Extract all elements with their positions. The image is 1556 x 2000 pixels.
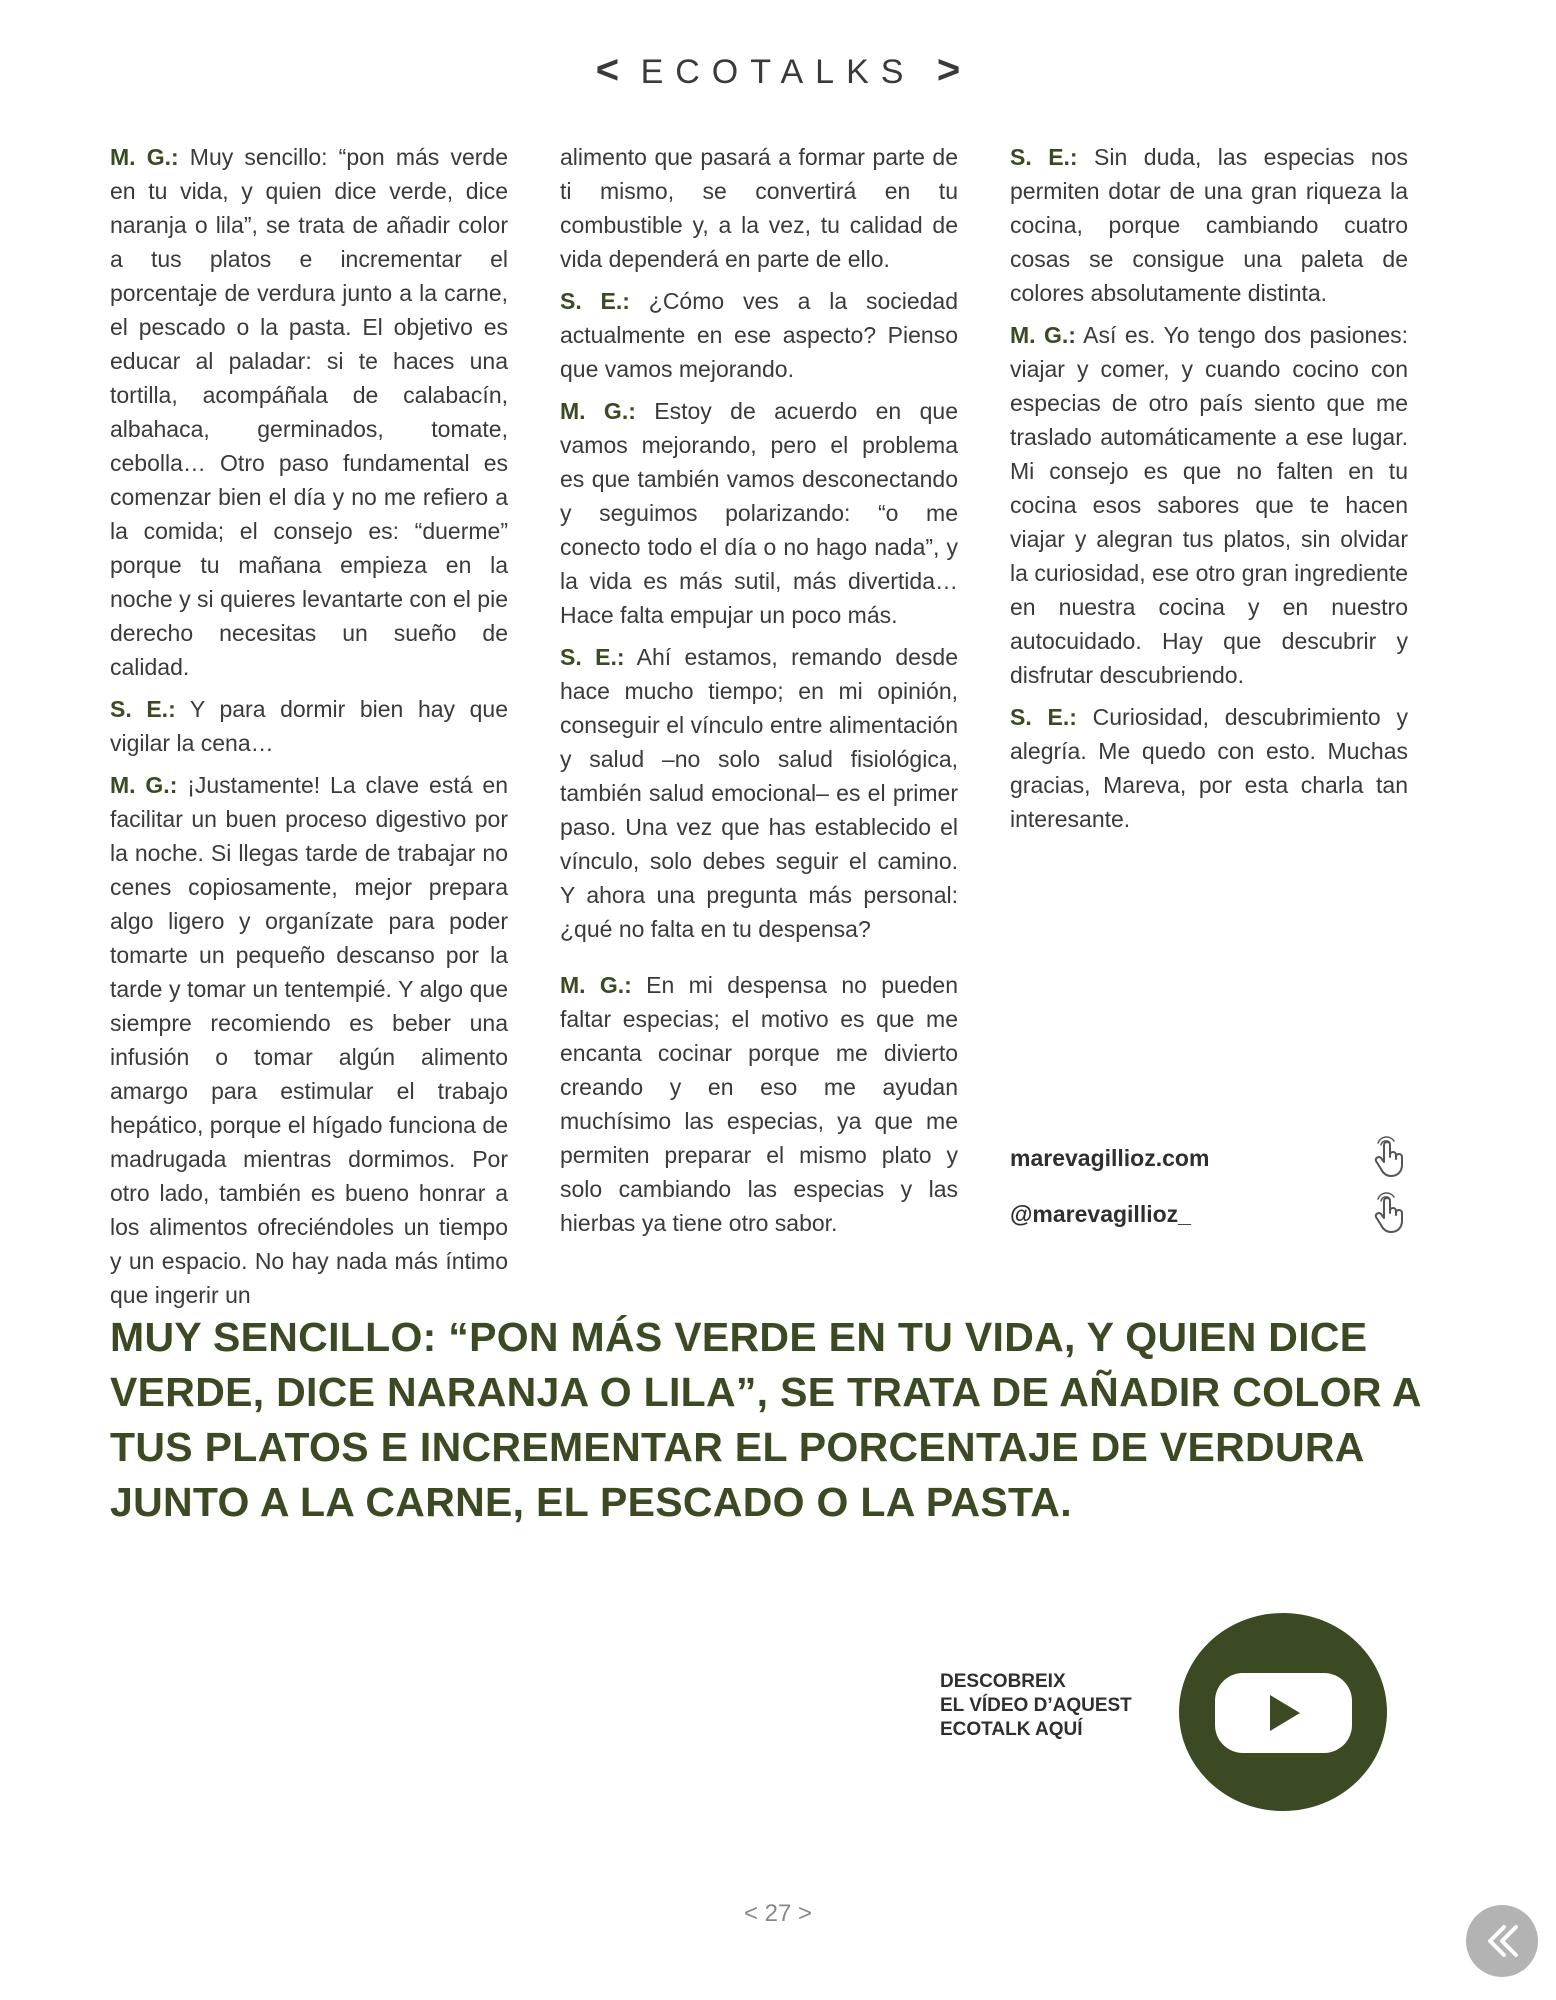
chevron-right-icon: >: [936, 48, 961, 92]
speaker-label: M. G.:: [110, 772, 178, 798]
double-chevron-left-icon: [1466, 1905, 1538, 1977]
column-1: [110, 140, 508, 1320]
pull-quote: MUY SENCILLO: “PON MÁS VERDE EN TU VIDA, Y QUIEN DICE VERDE, DICE NARANJA O LILA”, SE TRATA DE AÑADIR COLOR A TUS PLATOS E INCREMENTAR EL PORCENTAJE DE VERDURA JUNTO A LA CARNE, EL PESCADO O LA PASTA.: [110, 1314, 1421, 1525]
speaker-label: M. G.:: [110, 144, 179, 170]
cta-line: EL VÍDEO D’AQUEST: [940, 1695, 1132, 1716]
paragraph: [560, 140, 958, 276]
paragraph: [560, 968, 958, 1240]
paragraph-text: Curiosidad, descubrimiento y alegría. Me quedo con esto. Muchas gracias, Mareva, por esta charla tan interesante.: [1010, 704, 1408, 832]
paragraph-text: Sin duda, las especias nos permiten dotar de una gran riqueza la cocina, porque cambiando cuatro cosas se consigue una paleta de colores absolutamente distinta.: [1010, 144, 1408, 306]
youtube-play-icon[interactable]: [1178, 1612, 1388, 1812]
speaker-label: M. G.:: [560, 972, 632, 998]
paragraph: [560, 284, 958, 386]
website-link[interactable]: [1010, 1135, 1410, 1191]
back-button[interactable]: [1466, 1905, 1538, 1977]
paragraph: [1010, 318, 1408, 692]
paragraph-text: Estoy de acuerdo en que vamos mejorando, pero el problema es que también vamos desconectando y seguimos polarizando: “o me conecto todo el día o no hago nada”, y la vida es más sutil, más divertida… Hace falta empujar un poco más.: [560, 398, 958, 628]
paragraph: [1010, 140, 1408, 310]
cta-line: ECOTALK AQUÍ: [940, 1719, 1083, 1740]
magazine-header: [0, 48, 1556, 93]
paragraph: [110, 768, 508, 1312]
paragraph-text: Y para dormir bien hay que vigilar la cena…: [110, 696, 509, 756]
cta-line: DESCOBREIX: [940, 1671, 1066, 1692]
paragraph-text: ¿Cómo ves a la sociedad actualmente en ese aspecto? Pienso que vamos mejorando.: [560, 288, 959, 382]
paragraph-text: En mi despensa no pueden faltar especias; el motivo es que me encanta cocinar porque me divierto creando y en eso me ayudan muchísimo las especias, ya que me permiten preparar el mismo plato y solo cambiando las especias y las hierbas ya tiene otro sabor.: [560, 972, 958, 1236]
speaker-label: S. E.:: [110, 696, 176, 722]
paragraph: [110, 140, 508, 684]
paragraph: [110, 692, 508, 760]
column-3: [1010, 140, 1408, 844]
section-title: ECOTALKS: [640, 53, 916, 91]
hand-pointer-icon[interactable]: [1370, 1135, 1410, 1179]
paragraph-text: Muy sencillo: “pon más verde en tu vida, y quien dice verde, dice naranja o lila”, se trata de añadir color a tus platos e incrementar el porcentaje de verdura junto a la carne, el pescado o la pasta. El objetivo es educar al paladar: si te haces una tortilla, acompáñala de calabacín, albahaca, germinados, tomate, cebolla… Otro paso fundamental es comenzar bien el día y no me refiero a la comida; el consejo es: “duerme” porque tu mañana empieza en la noche y si quieres levantarte con el pie derecho necesitas un sueño de calidad.: [110, 144, 508, 680]
speaker-label: S. E.:: [560, 288, 630, 314]
paragraph-text: Así es. Yo tengo dos pasiones: viajar y comer, y cuando cocino con especias de otro país siento que me traslado automáticamente a ese lugar. Mi consejo es que no falten en tu cocina esos sabores que te hacen viajar y alegran tus platos, sin olvidar la curiosidad, ese otro gran ingrediente en nuestra cocina y en nuestro autocuidado. Hay que descubrir y disfrutar descubriendo.: [1010, 322, 1409, 688]
article-columns: [110, 140, 1416, 1308]
speaker-label: S. E.:: [1010, 704, 1077, 730]
chevron-left-icon: <: [595, 48, 620, 92]
paragraph: [560, 640, 958, 946]
paragraph-text: ¡Justamente! La clave está en facilitar un buen proceso digestivo por la noche. Si llegas tarde de trabajar no cenes copiosamente, mejor prepara algo ligero y organízate para poder tomarte un pequeño descanso por la tarde y tomar un tentempié. Y algo que siempre recomiendo es beber una infusión o tomar algún alimento amargo para estimular el trabajo hepático, porque el hígado funciona de madrugada mientras dormimos. Por otro lado, también es bueno honrar a los alimentos ofreciéndoles un tiempo y un espacio. No hay nada más íntimo que ingerir un: [110, 772, 508, 1308]
speaker-label: S. E.:: [1010, 144, 1078, 170]
website-link-text[interactable]: marevagillioz.com: [1010, 1145, 1210, 1171]
page-number: < 27 >: [743, 1900, 813, 1927]
contact-links: [1010, 1135, 1410, 1247]
speaker-label: M. G.:: [1010, 322, 1076, 348]
paragraph: [1010, 700, 1408, 836]
hand-pointer-icon[interactable]: [1370, 1191, 1410, 1235]
paragraph-text: alimento que pasará a formar parte de ti mismo, se convertirá en tu combustible y, a la vez, tu calidad de vida dependerá en parte de ello.: [560, 144, 958, 272]
instagram-link[interactable]: [1010, 1191, 1410, 1247]
speaker-label: M. G.:: [560, 398, 636, 424]
paragraph: [560, 394, 958, 632]
instagram-link-text[interactable]: @marevagillioz_: [1010, 1201, 1191, 1227]
column-2: [560, 140, 958, 1248]
video-cta-text: [940, 1670, 1180, 1742]
speaker-label: S. E.:: [560, 644, 625, 670]
paragraph-text: Ahí estamos, remando desde hace mucho tiempo; en mi opinión, conseguir el vínculo entre alimentación y salud –no solo salud fisiológica, también salud emocional– es el primer paso. Una vez que has establecido el vínculo, solo debes seguir el camino. Y ahora una pregunta más personal: ¿qué no falta en tu despensa?: [560, 644, 958, 942]
